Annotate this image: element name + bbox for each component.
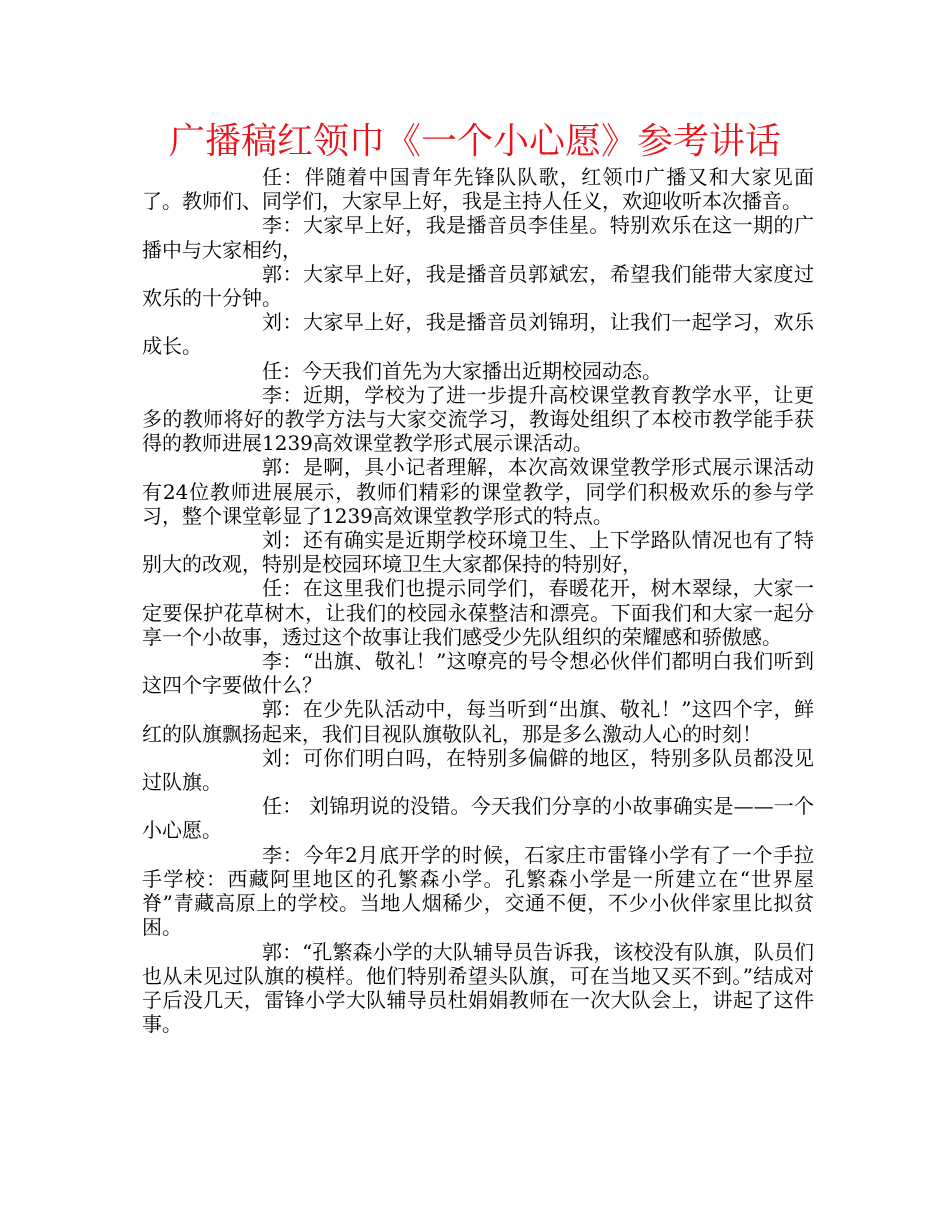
paragraph: 刘：还有确实是近期学校环境卫生、上下学路队情况也有了特别大的改观，特别是校园环境卫生大家都保持的特别好，: [142, 528, 814, 577]
paragraph: 刘：可你们明白吗，在特别多偏僻的地区，特别多队员都没见过队旗。: [142, 745, 814, 795]
paragraph: 郭：是啊，具小记者理解，本次高效课堂教学形式展示课活动有24位教师进展展示，教师们精彩的课堂教学，同学们积极欢乐的参与学习，整个课堂彰显了1239高效课堂教学形式的特点。: [142, 455, 814, 528]
document-title: 广播稿红领巾《一个小心愿》参考讲话: [168, 121, 781, 162]
paragraph: 任：在这里我们也提示同学们，春暖花开，树木翠绿，大家一定要保护花草树木，让我们的校园永葆整洁和漂亮。下面我们和大家一起分享一个小故事，透过这个故事让我们感受少先队组织的荣耀感和骄傲感。: [142, 576, 814, 649]
paragraph: 郭：“孔繁森小学的大队辅导员告诉我，该校没有队旗，队员们也从未见过队旗的模样。他们特别希望头队旗，可在当地又买不到。”结成对子后没几天，雷锋小学大队辅导员杜娟娟教师在一次大队会上，讲起了这件事。: [142, 939, 814, 1037]
paragraph: 任：今天我们首先为大家播出近期校园动态。: [262, 358, 662, 383]
paragraph: 任： 刘锦玥说的没错。今天我们分享的小故事确实是——一个小心愿。: [142, 794, 814, 843]
paragraph: 刘：大家早上好，我是播音员刘锦玥，让我们一起学习，欢乐成长。: [142, 310, 814, 359]
paragraph: 任：伴随着中国青年先锋队队歌，红领巾广播又和大家见面了。教师们、同学们，大家早上好，我是主持人任义，欢迎收听本次播音。: [142, 165, 814, 214]
paragraph: 李：今年2月底开学的时候，石家庄市雷锋小学有了一个手拉手学校：西藏阿里地区的孔繁森小学。孔繁森小学是一所建立在“世界屋脊”青藏高原上的学校。当地人烟稀少，交通不便，不少小伙伴家里比拟贫困。: [142, 842, 814, 940]
document-body: [142, 165, 814, 1036]
paragraph: 郭：在少先队活动中，每当听到“出旗、敬礼！”这四个字，鲜红的队旗飘扬起来，我们目视队旗敬队礼，那是多么激动人心的时刻！: [142, 697, 814, 746]
paragraph: 郭：大家早上好，我是播音员郭斌宏，希望我们能带大家度过欢乐的十分钟。: [142, 261, 814, 311]
paragraph: 李：“出旗、敬礼！”这嘹亮的号令想必伙伴们都明白我们听到这四个字要做什么？: [142, 649, 814, 698]
paragraph: 李：大家早上好，我是播音员李佳星。特别欢乐在这一期的广播中与大家相约，: [142, 213, 814, 262]
paragraph: 李：近期，学校为了进一步提升高校课堂教育教学水平，让更多的教师将好的教学方法与大家交流学习，教诲处组织了本校市教学能手获得的教师进展1239高效课堂教学形式展示课活动。: [142, 382, 814, 456]
